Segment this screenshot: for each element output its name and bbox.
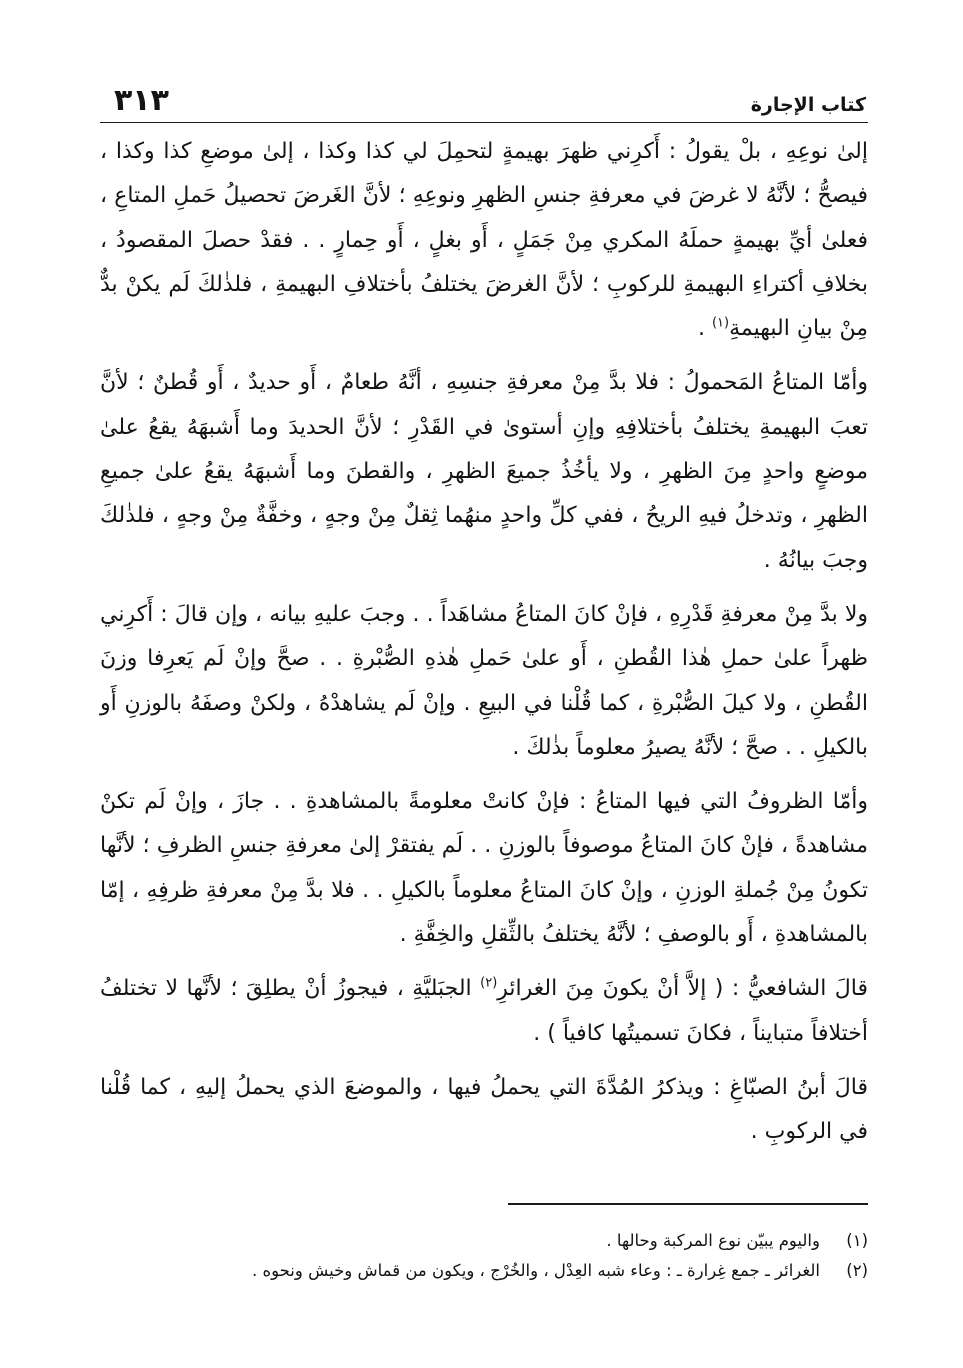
footnote-2-number: (٢) [846,1261,868,1280]
footnote-ref-1: (١) [711,315,730,331]
footnote-1-number: (١) [846,1231,868,1250]
page-header [100,82,868,123]
paragraph-3: ولا بدَّ مِنْ معرفةِ قَدْرِهِ ، فإنْ كانَ المتاعُ مشاهَداً . . وجبَ عليهِ بيانه ، وإن قالَ : أَكرِني ظهراً علىٰ حملِ هٰذا القُطنِ ، أَو علىٰ حَملِ هٰذهِ الصُّبْرةِ . . صحَّ وإنْ لَم يَعرِفا وزنَ القُطنِ ، ولا كيلَ الصُّبْرةِ ، كما قُلْنا في البيعِ . وإنْ لَم يشاهدْهُ ، ولكنْ وصفَهُ بالوزنِ أَو بالكيلِ . . صحَّ ؛ لأنَّهُ يصيرُ معلوماً بذٰلكَ . [100,601,868,760]
paragraph-6: قالَ أبنُ الصبّاغِ : ويذكرُ المُدَّةَ التي يحملُ فيها ، والموضعَ الذي يحملُ إليهِ ، كما قُلْنا في الركوبِ . [100,1074,868,1145]
paragraph-1-text: إلىٰ نوعِهِ ، بلْ يقولُ : أَكرِني ظهرَ بهيمةٍ لتحمِلَ لي كذا وكذا ، إلىٰ موضعِ كذا وكذا ، فيصحُّ ؛ لأنَّهُ لا غرضَ في معرفةِ جنسِ الظهرِ ونوعِهِ ؛ لأنَّ الغَرضَ تحصيلُ حَملِ المتاعِ ، فعلىٰ أيِّ بهيمةٍ حملَهُ المكري مِنْ جَمَلٍ ، أَو بغلٍ ، أَو حِمارٍ . . فقدْ حصلَ المقصودُ ، بخلافِ أكتراءِ البهيمةِ للركوبِ ؛ لأنَّ الغرضَ يختلفُ بأختلافِ البهيمةِ ، فلذٰلكَ لَم يكنْ بدٌّ مِنْ بيانِ البهيمةِ [100,139,868,342]
paragraph-1-end: . [697,316,712,342]
footnote-divider [508,1203,868,1205]
footnote-2 [100,1256,868,1286]
paragraph-5-end: الجبَليَّةِ ، فيجوزُ أنْ يطلِقَ ؛ لأنَّها لا تختلفُ أختلافاً متبايناً ، فكانَ تسميتُها كافياً ) . [100,976,868,1046]
footnote-1 [100,1226,868,1256]
paragraph-1 [100,130,868,351]
footnotes [100,1226,868,1286]
paragraph-4: وأمّا الظروفُ التي فيها المتاعُ : فإنْ كانتْ معلومةً بالمشاهدةِ . . جازَ ، وإنْ لَم تكنْ مشاهدةً ، فإنْ كانَ المتاعُ موصوفاً بالوزنِ . . لَم يفتقرْ إلىٰ معرفةِ جنسِ الظرفِ ؛ لأنَّها تكونُ مِنْ جُملةِ الوزنِ ، وإنْ كانَ المتاعُ معلوماً بالكيلِ . . فلا بدَّ مِنْ معرفةِ ظرفِهِ ، إمّا بالمشاهدةِ ، أَو بالوصفِ ؛ لأنَّهُ يختلفُ بالثِّقلِ والخِفَّةِ . [100,789,868,948]
main-text [100,130,868,1165]
footnote-1-text: واليوم يبيّن نوع المركبة وحالها . [606,1231,820,1250]
paragraph-5-text: قالَ الشافعيُّ : ( إلاَّ أنْ يكونَ مِنَ الغرائرِ [497,976,868,1002]
footnote-ref-2: (٢) [480,976,498,992]
running-title: كتاب الإجارة [750,94,866,116]
page-number: ٣١٣ [114,83,169,118]
paragraph-2: وأمّا المتاعُ المَحمولُ : فلا بدَّ مِنْ معرفةِ جنسِهِ ، أنَّهُ طعامٌ ، أَو حديدٌ ، أَو قُطنٌ ؛ لأنَّ تعبَ البهيمةِ يختلفُ بأختلافِهِ وإنِ أستوىٰ في القَدْرِ ؛ لأنَّ الحديدَ وما أَشبهَهُ يقعُ علىٰ موضعٍ واحدٍ مِنَ الظهرِ ، ولا يأخُذُ جميعَ الظهرِ ، والقطنَ وما أَشبهَهُ يقعُ علىٰ جميعِ الظهرِ ، وتدخلُ فيهِ الريحُ ، ففي كلِّ واحدٍ منهُما ثِقلٌ مِنْ وجهٍ ، وخفَّةٌ مِنْ وجهٍ ، فلذٰلكَ وجبَ بيانُهُ . [100,370,868,573]
footnote-2-text: الغرائر ـ جمع غِرارة ـ : وعاء شبه العِدْل ، والخُرْج ، ويكون من قماش وخيش ونحوه . [251,1261,820,1280]
paragraph-5 [100,967,868,1056]
